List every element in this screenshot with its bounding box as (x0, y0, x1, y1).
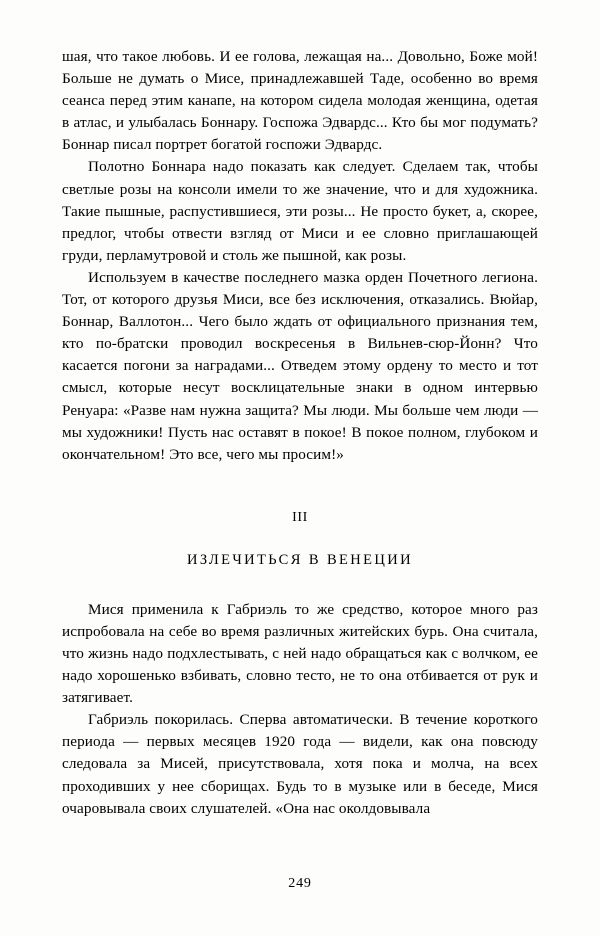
chapter-title: ИЗЛЕЧИТЬСЯ В ВЕНЕЦИИ (186, 551, 414, 568)
paragraph: шая, что такое любовь. И ее голова, лежащая на... Довольно, Боже мой! Больше не думать о Мисе, принадлежавшей Таде, особенно во время сеанса перед этим канапе, на котором сидела молодая женщина, одетая в атлас, и улыбалась Боннару. Госпожа Эдвардс... Кто бы мог подумать? Боннар писал портрет богатой госпожи Эдвардс. (62, 48, 538, 154)
page-number: 249 (288, 876, 312, 891)
chapter-heading (62, 510, 538, 569)
text-column (62, 46, 538, 820)
paragraph: Габриэль покорилась. Сперва автоматически. В течение короткого периода — первых месяцев 1920 года — видели, как она повсюду следовала за Мисей, присутствовала, хотя пока и молча, на всех проходивших у нее сборищах. Будь то в музыке или в беседе, Мися очаровывала своих слушателей. «Она нас околдовывала (62, 711, 538, 817)
paragraph: Мися применила к Габриэль то же средство, которое много раз испробовала на себе во время различных житейских бурь. Она считала, что жизнь надо подхлестывать, с ней надо обращаться как с волчком, ее надо хорошенько взбивать, словно тесто, не то она отбивается от рук и затягивает. (62, 600, 538, 707)
chapter-number: III (292, 509, 308, 525)
paragraph: Полотно Боннара надо показать как следует. Сделаем так, чтобы светлые розы на консоли имели то же значение, что и для художника. Такие пышные, распустившиеся, эти розы... Не просто букет, а, скорее, предлог, чтобы отвести взгляд от Миси и ее словно приглашающей груди, перламутровой и столь же пышной, как розы. (62, 158, 538, 264)
paragraph: Используем в качестве последнего мазка орден Почетного легиона. Тот, от которого друзья Миси, все без исключения, отказались. Вюйар, Боннар, Валлотон... Чего было ждать от официального признания тем, кто по-братски проводил воскресенья в Вильнев-сюр-Йонн? Что касается погони за наградами... Отведем этому ордену то место и тот смысл, которые несут восклицательные знаки в одном интервью Ренуара: «Разве нам нужна защита? Мы люди. Мы больше чем люди — мы художники! Пусть нас оставят в покое! В покое полном, глубоком и окончательном! Это все, чего мы просим!» (62, 268, 538, 463)
